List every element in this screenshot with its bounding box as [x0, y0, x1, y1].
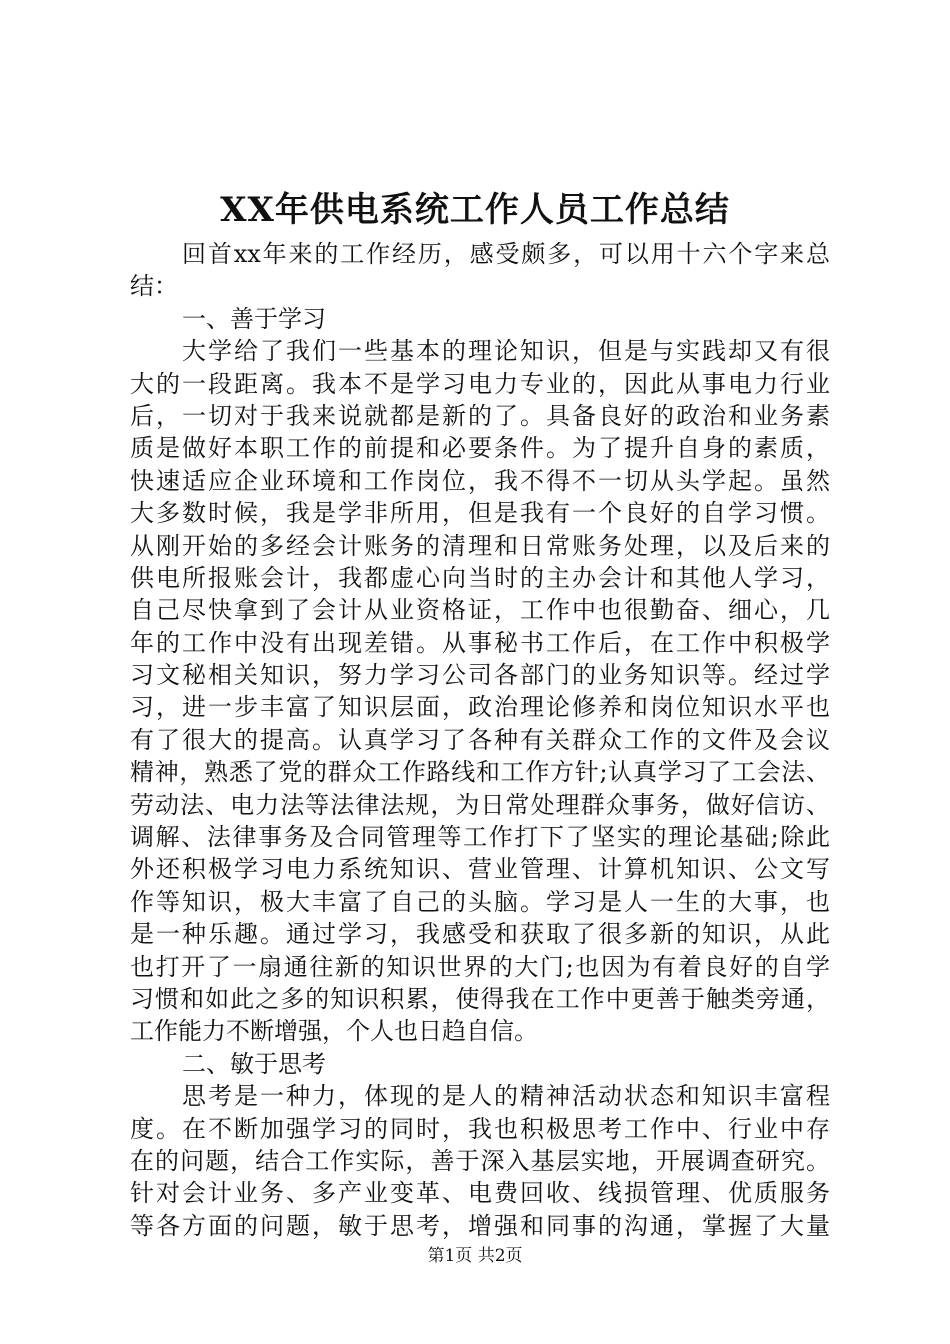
- paragraph-line: 调解、法律事务及合同管理等工作打下了坚实的理论基础;除此: [130, 823, 830, 852]
- paragraph-line: 供电所报账会计，我都虚心向当时的主办会计和其他人学习，: [130, 563, 830, 592]
- paragraph-line: 大多数时候，我是学非所用，但是我有一个良好的自学习惯。: [130, 499, 830, 528]
- paragraph-line: 思考是一种力，体现的是人的精神活动状态和知识丰富程: [182, 1082, 830, 1111]
- paragraph-line: 快速适应企业环境和工作岗位，我不得不一切从头学起。虽然: [130, 466, 830, 495]
- paragraph-line: 是一种乐趣。通过学习，我感受和获取了很多新的知识，从此: [130, 920, 830, 949]
- paragraph-line: 回首xx年来的工作经历，感受颇多，可以用十六个字来总: [182, 240, 830, 268]
- document-body: [130, 238, 830, 1242]
- paragraph-line: 作等知识，极大丰富了自己的头脑。学习是人一生的大事，也: [130, 887, 830, 916]
- section-heading: 二、敏于思考: [182, 1049, 326, 1078]
- paragraph-line: 有了很大的提高。认真学习了各种有关群众工作的文件及会议: [130, 725, 830, 754]
- paragraph-line: 度。在不断加强学习的同时，我也积极思考工作中、行业中存: [130, 1114, 830, 1143]
- paragraph-line: 大学给了我们一些基本的理论知识，但是与实践却又有很: [182, 337, 830, 366]
- page-footer: 第1页 共2页: [427, 1246, 523, 1266]
- paragraph-line: 外还积极学习电力系统知识、营业管理、计算机知识、公文写: [130, 855, 830, 884]
- paragraph-line: 后，一切对于我来说就都是新的了。具备良好的政治和业务素: [130, 401, 830, 430]
- paragraph-line: 自己尽快拿到了会计从业资格证，工作中也很勤奋、细心，几: [130, 596, 830, 625]
- paragraph-line: 精神，熟悉了党的群众工作路线和工作方针;认真学习了工会法、: [130, 758, 830, 787]
- section-heading: 一、善于学习: [182, 304, 326, 333]
- paragraph-line: 劳动法、电力法等法律法规，为日常处理群众事务，做好信访、: [130, 790, 830, 819]
- paragraph-line: 年的工作中没有出现差错。从事秘书工作后，在工作中积极学: [130, 628, 830, 657]
- paragraph-line: 质是做好本职工作的前提和必要条件。为了提升自身的素质，: [130, 434, 830, 463]
- paragraph-line: 习文秘相关知识，努力学习公司各部门的业务知识等。经过学: [130, 661, 830, 690]
- paragraph-line: 大的一段距离。我本不是学习电力专业的，因此从事电力行业: [130, 369, 830, 398]
- paragraph-line: 从刚开始的多经会计账务的清理和日常账务处理，以及后来的: [130, 531, 830, 560]
- paragraph-line: 习，进一步丰富了知识层面，政治理论修养和岗位知识水平也: [130, 693, 830, 722]
- paragraph-line: 在的问题，结合工作实际，善于深入基层实地，开展调查研究。: [130, 1146, 830, 1175]
- paragraph-line: 也打开了一扇通往新的知识世界的大门;也因为有着良好的自学: [130, 952, 830, 981]
- paragraph-line: 结：: [130, 272, 178, 301]
- paragraph-line: 针对会计业务、多产业变革、电费回收、线损管理、优质服务: [130, 1179, 830, 1208]
- paragraph-line: 等各方面的问题，敏于思考，增强和同事的沟通，掌握了大量: [130, 1211, 830, 1240]
- paragraph-line: 习惯和如此之多的知识积累，使得我在工作中更善于触类旁通，: [130, 984, 830, 1013]
- document-title: XX年供电系统工作人员工作总结: [220, 190, 730, 230]
- paragraph-line: 工作能力不断增强，个人也日趋自信。: [130, 1017, 538, 1046]
